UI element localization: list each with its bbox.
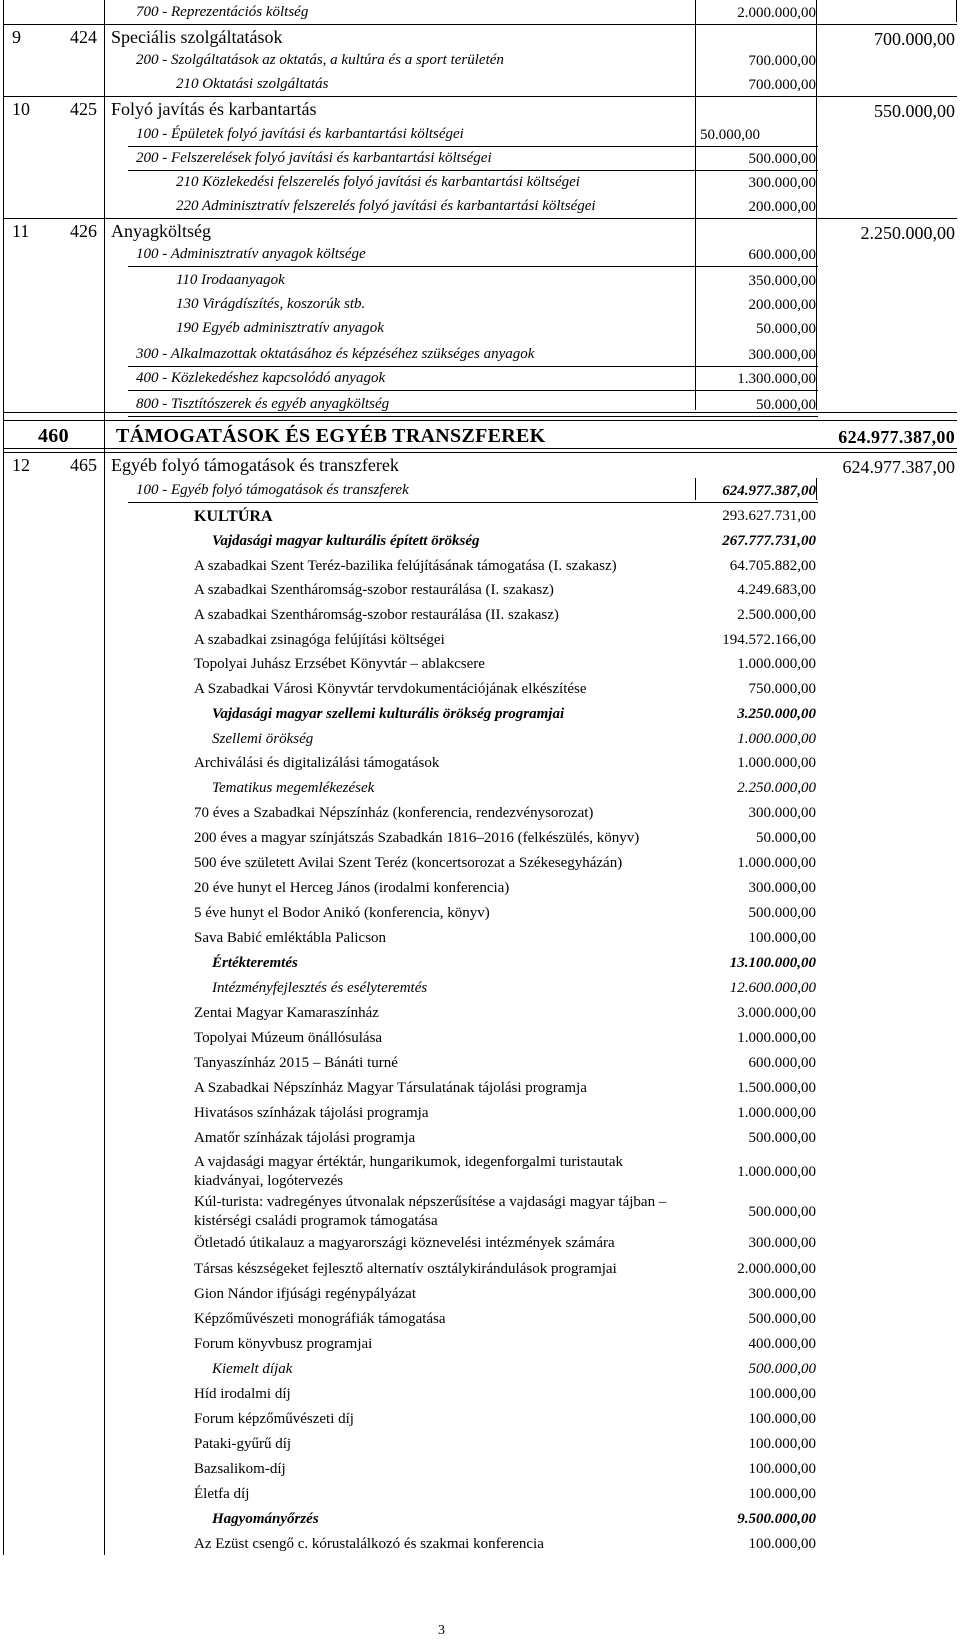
- subitem-amount: 50.000,00: [756, 397, 816, 413]
- subitem-amount: 700.000,00: [748, 77, 816, 93]
- detail-label: Ötletadó útikalauz a magyarországi köznevelési intézmények számára: [194, 1235, 615, 1251]
- subitem-amount: 50.000,00: [756, 321, 816, 337]
- detail-label: Képzőművészeti monográfiák támogatása: [194, 1311, 446, 1327]
- page-number: 3: [438, 1623, 445, 1638]
- detail-label: Gion Nándor ifjúsági regénypályázat: [194, 1286, 417, 1302]
- detail-label: Hivatásos színházak tájolási programja: [194, 1105, 429, 1121]
- table-row: [0, 480, 960, 502]
- detail-label: Sava Babić emléktábla Palicson: [194, 930, 387, 946]
- table-row: [0, 196, 960, 218]
- detail-amount: 1.000.000,00: [737, 1105, 816, 1121]
- table-row: [0, 344, 960, 366]
- subitem-label: 190 Egyéb adminisztratív anyagok: [176, 320, 384, 336]
- subitem-label: 220 Adminisztratív felszerelés folyó javítási és karbantartási költségei: [176, 198, 596, 214]
- detail-label: Topolyai Juhász Erzsébet Könyvtár – ablakcsere: [194, 656, 485, 672]
- row-number: 9: [12, 27, 21, 47]
- detail-amount: 500.000,00: [748, 1130, 816, 1146]
- detail-label: Kúl-turista: vadregényes útvonalak népszerűsítése a vajdasági magyar tájban –: [194, 1194, 667, 1210]
- detail-label: Hagyományőrzés: [212, 1511, 319, 1527]
- detail-amount: 1.000.000,00: [737, 855, 816, 871]
- subitem-amount: 2.000.000,00: [737, 5, 816, 21]
- detail-label: Bazsalikom-díj: [194, 1461, 286, 1477]
- detail-amount: 1.500.000,00: [737, 1080, 816, 1096]
- section-total: 624.977.387,00: [838, 427, 955, 447]
- subitem-label: 210 Oktatási szolgáltatás: [176, 76, 329, 92]
- table-row: [0, 1192, 960, 1232]
- table-row: [0, 98, 960, 120]
- table-row: [0, 953, 960, 975]
- detail-amount: 100.000,00: [748, 1386, 816, 1402]
- detail-amount: 1.000.000,00: [737, 755, 816, 771]
- detail-label: Archiválási és digitalizálási támogatások: [194, 755, 440, 771]
- table-row: [0, 1434, 960, 1456]
- subitem-rule: [128, 146, 818, 147]
- account-code: 465: [70, 455, 97, 475]
- table-row: [0, 803, 960, 825]
- detail-label: Intézményfejlesztés és esélyteremtés: [212, 980, 428, 996]
- subitem-label: 100 - Egyéb folyó támogatások és transzferek: [136, 482, 409, 498]
- detail-label: 5 éve hunyt el Bodor Anikó (konferencia, könyv): [194, 905, 490, 921]
- detail-label: 200 éves a magyar színjátszás Szabadkán 1816–2016 (felkészülés, könyv): [194, 830, 640, 846]
- detail-amount: 4.249.683,00: [737, 582, 816, 598]
- detail-amount: 600.000,00: [748, 1055, 816, 1071]
- table-row: [0, 679, 960, 701]
- detail-label: Tematikus megemlékezések: [212, 780, 375, 796]
- table-row: [0, 1384, 960, 1406]
- account-code: 425: [70, 99, 97, 119]
- detail-amount: 100.000,00: [748, 1436, 816, 1452]
- detail-amount: 293.627.731,00: [722, 508, 816, 524]
- subitem-rule: [128, 390, 818, 391]
- subitem-label: 210 Közlekedési felszerelés folyó javítási és karbantartási költségei: [176, 174, 580, 190]
- group-separator: [3, 96, 957, 97]
- table-row: [0, 124, 960, 146]
- table-row: [0, 148, 960, 170]
- group-title: Speciális szolgáltatások: [111, 27, 283, 47]
- table-row: [0, 828, 960, 850]
- detail-label: Híd irodalmi díj: [194, 1386, 291, 1402]
- detail-label: A szabadkai Szentháromság-szobor restaurálása (II. szakasz): [194, 607, 559, 623]
- detail-label-continued: kiadványai, logótervezés: [194, 1173, 344, 1189]
- table-row: [0, 978, 960, 1000]
- detail-label: 70 éves a Szabadkai Népszínház (konferencia, rendezvénysorozat): [194, 805, 594, 821]
- detail-label: Az Ezüst csengő c. kórustalálkozó és szakmai konferencia: [194, 1536, 544, 1552]
- table-row: [0, 556, 960, 578]
- group-title: Folyó javítás és karbantartás: [111, 99, 317, 119]
- detail-amount: 194.572.166,00: [722, 632, 816, 648]
- detail-amount: 9.500.000,00: [737, 1511, 816, 1527]
- detail-amount: 300.000,00: [748, 805, 816, 821]
- table-row: [0, 1128, 960, 1150]
- detail-label: Életfa díj: [194, 1486, 250, 1502]
- table-row: [0, 753, 960, 775]
- table-row: [0, 394, 960, 416]
- detail-amount: 500.000,00: [748, 1204, 816, 1220]
- detail-amount: 100.000,00: [748, 1536, 816, 1552]
- account-code: 426: [70, 221, 97, 241]
- subitem-amount: 500.000,00: [748, 151, 816, 167]
- subitem-amount: 350.000,00: [748, 273, 816, 289]
- table-row: [0, 704, 960, 726]
- table-row: [0, 1334, 960, 1356]
- detail-label: A szabadkai Szent Teréz-bazilika felújításának támogatása (I. szakasz): [194, 558, 617, 574]
- detail-label: Zentai Magyar Kamaraszínház: [194, 1005, 379, 1021]
- table-row: [0, 74, 960, 96]
- detail-label: Vajdasági magyar szellemi kulturális örökség programjai: [212, 706, 565, 722]
- group-title: Anyagköltség: [111, 221, 211, 241]
- detail-label: Társas készségeket fejlesztő alternatív osztálykirándulások programjai: [194, 1261, 617, 1277]
- detail-label: 500 éve született Avilai Szent Teréz (koncertsorozat a Székesegyházán): [194, 855, 623, 871]
- table-row: [0, 1284, 960, 1306]
- group-total: 550.000,00: [874, 101, 955, 121]
- subitem-amount: 200.000,00: [748, 199, 816, 215]
- table-row: [0, 903, 960, 925]
- subitem-amount: 624.977.387,00: [722, 483, 816, 499]
- detail-amount: 300.000,00: [748, 1286, 816, 1302]
- detail-label: A szabadkai Szentháromság-szobor restaurálása (I. szakasz): [194, 582, 554, 598]
- table-row: [0, 853, 960, 875]
- table-row: [0, 172, 960, 194]
- table-row: [0, 1459, 960, 1481]
- detail-label: Forum könyvbusz programjai: [194, 1336, 373, 1352]
- subitem-rule: [128, 416, 818, 417]
- table-row: [0, 1233, 960, 1255]
- table-row: [0, 605, 960, 627]
- subitem-label: 100 - Adminisztratív anyagok költsége: [136, 246, 366, 262]
- subitem-rule: [128, 170, 818, 171]
- detail-label: A szabadkai zsinagóga felújítási költségei: [194, 632, 445, 648]
- table-row: [0, 270, 960, 292]
- detail-amount: 64.705.882,00: [729, 558, 816, 574]
- detail-amount: 100.000,00: [748, 1411, 816, 1427]
- detail-label: Pataki-gyűrű díj: [194, 1436, 292, 1452]
- table-row: [0, 26, 960, 48]
- group-separator: [3, 452, 957, 453]
- subitem-amount: 600.000,00: [748, 247, 816, 263]
- detail-amount: 2.000.000,00: [737, 1261, 816, 1277]
- detail-amount: 500.000,00: [748, 1311, 816, 1327]
- table-row: [0, 1484, 960, 1506]
- table-row: [0, 1053, 960, 1075]
- table-row: [0, 318, 960, 340]
- group-total: 624.977.387,00: [842, 457, 955, 477]
- detail-amount: 100.000,00: [748, 1461, 816, 1477]
- detail-amount: 500.000,00: [748, 905, 816, 921]
- subitem-rule: [128, 502, 818, 503]
- subitem-label: 110 Irodaanyagok: [176, 272, 285, 288]
- detail-amount: 1.000.000,00: [737, 1164, 816, 1180]
- detail-amount: 3.000.000,00: [737, 1005, 816, 1021]
- subitem-amount: 50.000,00: [700, 127, 760, 143]
- detail-label: Szellemi örökség: [212, 731, 314, 747]
- subitem-amount: 700.000,00: [748, 53, 816, 69]
- table-row: [0, 454, 960, 476]
- table-row: [0, 1409, 960, 1431]
- detail-label: A vajdasági magyar értéktár, hungarikumok, idegenforgalmi turistautak: [194, 1154, 623, 1170]
- section-title: TÁMOGATÁSOK ÉS EGYÉB TRANSZFEREK: [116, 425, 546, 447]
- table-row: [0, 1103, 960, 1125]
- subitem-label: 100 - Épületek folyó javítási és karbantartási költségei: [136, 126, 464, 142]
- table-row: [0, 878, 960, 900]
- group-separator: [3, 420, 957, 421]
- detail-amount: 50.000,00: [756, 830, 816, 846]
- subitem-amount: 300.000,00: [748, 347, 816, 363]
- detail-label: Értékteremtés: [212, 955, 298, 971]
- detail-label: Amatőr színházak tájolási programja: [194, 1130, 416, 1146]
- table-row: [0, 1534, 960, 1556]
- detail-amount: 400.000,00: [748, 1336, 816, 1352]
- table-row: [0, 220, 960, 242]
- detail-amount: 100.000,00: [748, 1486, 816, 1502]
- detail-label: Kiemelt díjak: [212, 1361, 293, 1377]
- detail-amount: 12.600.000,00: [729, 980, 816, 996]
- table-row: [0, 244, 960, 266]
- detail-label: Topolyai Múzeum önállósulása: [194, 1030, 383, 1046]
- table-row: [0, 654, 960, 676]
- detail-label: Forum képzőművészeti díj: [194, 1411, 354, 1427]
- detail-label: A Szabadkai Népszínház Magyar Társulatának tájolási programja: [194, 1080, 587, 1096]
- subitem-label: 130 Virágdíszítés, koszorúk stb.: [176, 296, 366, 312]
- detail-amount: 2.250.000,00: [737, 780, 816, 796]
- subitem-label: 200 - Felszerelések folyó javítási és karbantartási költségei: [136, 150, 492, 166]
- subitem-label: 700 - Reprezentációs költség: [136, 4, 309, 20]
- table-row: [0, 531, 960, 553]
- table-row: [0, 1509, 960, 1531]
- table-row: [0, 424, 960, 446]
- detail-label: Vajdasági magyar kulturális épített örökség: [212, 533, 480, 549]
- subitem-amount: 300.000,00: [748, 175, 816, 191]
- section-rule: [3, 448, 957, 449]
- subitem-rule: [128, 366, 818, 367]
- table-row: [0, 1259, 960, 1281]
- row-number: 11: [12, 221, 30, 241]
- subitem-label: 800 - Tisztítószerek és egyéb anyagköltség: [136, 396, 390, 412]
- detail-label: 20 éve hunyt el Herceg János (irodalmi konferencia): [194, 880, 510, 896]
- table-row: [0, 580, 960, 602]
- group-separator: [3, 218, 957, 219]
- table-row: [0, 1152, 960, 1192]
- table-row: [0, 50, 960, 72]
- subitem-rule: [128, 24, 818, 25]
- row-number: 12: [12, 455, 30, 475]
- detail-amount: 100.000,00: [748, 930, 816, 946]
- detail-amount: 500.000,00: [748, 1361, 816, 1377]
- detail-label: Tanyaszínház 2015 – Bánáti turné: [194, 1055, 398, 1071]
- group-total: 2.250.000,00: [860, 223, 955, 243]
- detail-label: KULTÚRA: [194, 508, 273, 525]
- detail-amount: 750.000,00: [748, 681, 816, 697]
- table-row: [0, 1078, 960, 1100]
- table-row: [0, 368, 960, 390]
- table-row: [0, 1003, 960, 1025]
- subitem-amount: 200.000,00: [748, 297, 816, 313]
- detail-amount: 2.500.000,00: [737, 607, 816, 623]
- table-row: [0, 729, 960, 751]
- detail-amount: 13.100.000,00: [729, 955, 816, 971]
- detail-amount: 3.250.000,00: [737, 706, 816, 722]
- row-number: 10: [12, 99, 30, 119]
- table-row: [0, 778, 960, 800]
- subitem-amount: 1.300.000,00: [737, 371, 816, 387]
- table-row: [0, 506, 960, 528]
- table-row: [0, 928, 960, 950]
- table-row: [0, 1028, 960, 1050]
- group-total: 700.000,00: [874, 29, 955, 49]
- subitem-rule: [128, 266, 818, 267]
- table-row: [0, 630, 960, 652]
- subitem-label: 400 - Közlekedéshez kapcsolódó anyagok: [136, 370, 386, 386]
- table-row: [0, 1359, 960, 1381]
- table-row: [0, 2, 960, 24]
- detail-amount: 300.000,00: [748, 1235, 816, 1251]
- detail-amount: 1.000.000,00: [737, 1030, 816, 1046]
- table-row: [0, 1309, 960, 1331]
- subitem-label: 300 - Alkalmazottak oktatásához és képzéséhez szükséges anyagok: [136, 346, 535, 362]
- detail-amount: 267.777.731,00: [722, 533, 816, 549]
- account-code: 424: [70, 27, 97, 47]
- table-row: [0, 294, 960, 316]
- detail-label-continued: kistérségi családi programok támogatása: [194, 1213, 438, 1229]
- detail-amount: 1.000.000,00: [737, 731, 816, 747]
- detail-amount: 1.000.000,00: [737, 656, 816, 672]
- account-code: 460: [38, 425, 69, 447]
- detail-amount: 300.000,00: [748, 880, 816, 896]
- subitem-label: 200 - Szolgáltatások az oktatás, a kultúra és a sport területén: [136, 52, 504, 68]
- detail-label: A Szabadkai Városi Könyvtár tervdokumentációjának elkészítése: [194, 681, 587, 697]
- group-title: Egyéb folyó támogatások és transzferek: [111, 455, 399, 475]
